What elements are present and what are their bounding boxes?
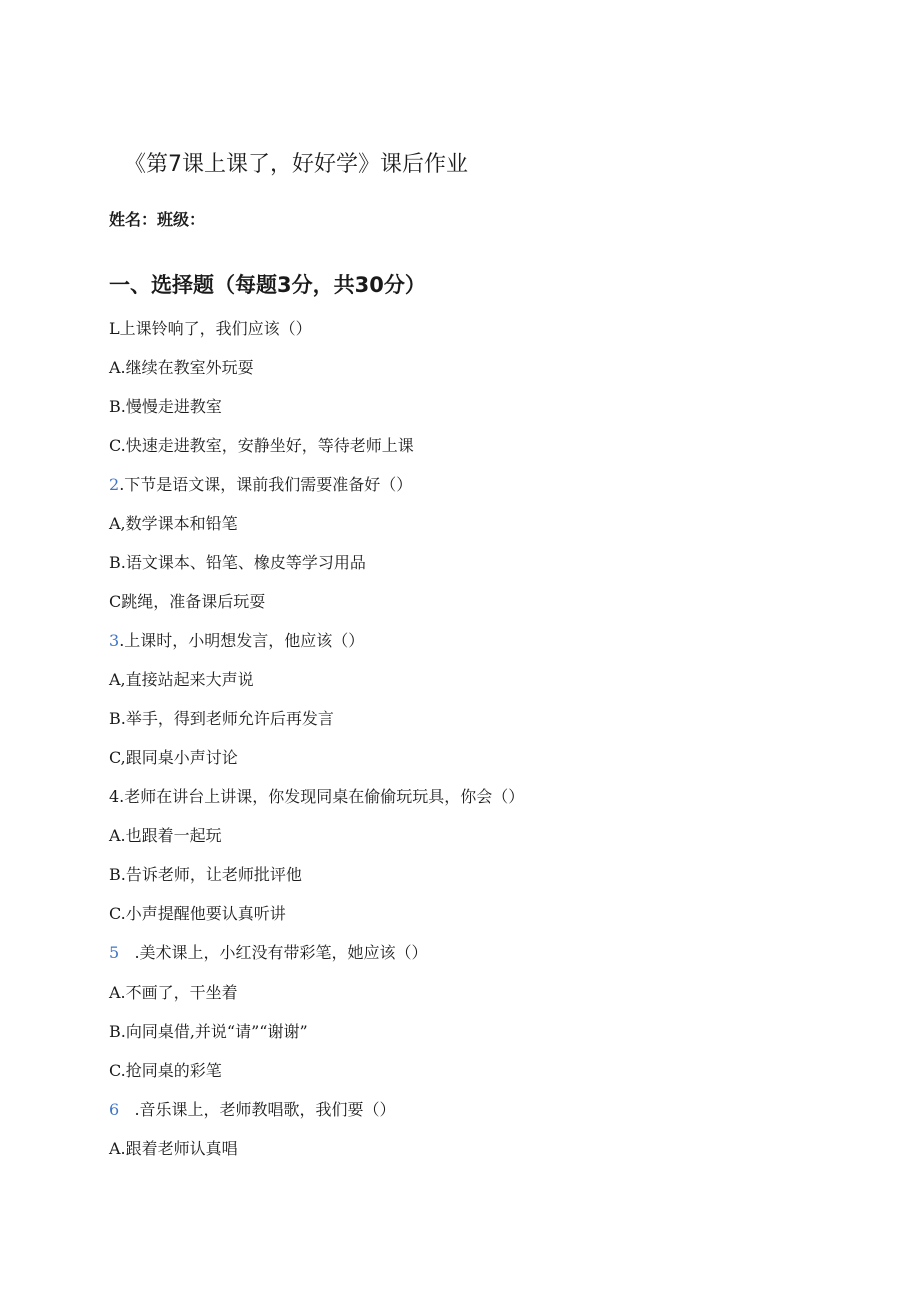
option-text: C.抢同桌的彩笔 (109, 1061, 222, 1080)
option-text: B.慢慢走进教室 (109, 397, 222, 416)
question-number: 2 (109, 475, 120, 494)
question-line (109, 1100, 396, 1120)
question-text: 4.老师在讲台上讲课，你发现同桌在偷偷玩玩具，你会（） (109, 787, 525, 806)
option-text: B.向同桌借,并说“请”“谢谢” (109, 1022, 308, 1041)
option-line (109, 358, 254, 378)
option-text: A.也跟着一起玩 (109, 826, 222, 845)
option-line (109, 670, 254, 690)
option-text: A,直接站起来大声说 (109, 670, 254, 689)
question-line (109, 631, 364, 651)
option-text: A.继续在教室外玩耍 (109, 358, 254, 377)
option-line (109, 709, 334, 729)
option-line (109, 748, 238, 768)
option-line (109, 514, 238, 534)
option-text: C跳绳，准备课后玩耍 (109, 592, 266, 611)
question-number: 6 (109, 1100, 120, 1119)
option-text: A.不画了，干坐着 (109, 983, 238, 1002)
option-line (109, 1061, 222, 1081)
question-number: 5 (109, 943, 120, 962)
question-text: .下节是语文课，课前我们需要准备好（） (119, 475, 413, 494)
option-text: C,跟同桌小声讨论 (109, 748, 238, 767)
question-text: .上课时，小明想发言，他应该（） (119, 631, 365, 650)
option-text: B.举手，得到老师允许后再发言 (109, 709, 334, 728)
question-line (109, 787, 524, 807)
question-line (109, 319, 312, 339)
option-text: C.快速走进教室，安静坐好，等待老师上课 (109, 436, 414, 455)
option-line (109, 592, 265, 612)
name-class-label: 姓名：班级： (109, 210, 206, 229)
question-number: 3 (109, 631, 120, 650)
worksheet-title: 《第7课上课了，好好学》课后作业 (124, 152, 468, 177)
option-line (109, 826, 222, 846)
option-line (109, 865, 302, 885)
option-text: A,数学课本和铅笔 (109, 514, 238, 533)
option-line (109, 1022, 308, 1042)
question-text: .美术课上，小红没有带彩笔，她应该（） (119, 943, 428, 962)
option-line (109, 1139, 238, 1159)
question-text: .音乐课上，老师教唱歌，我们要（） (119, 1100, 396, 1119)
option-line (109, 397, 222, 417)
option-line (109, 436, 414, 456)
option-text: B.告诉老师，让老师批评他 (109, 865, 302, 884)
question-line (109, 475, 412, 495)
option-text: C.小声提醒他要认真听讲 (109, 904, 286, 923)
question-line (109, 943, 428, 963)
option-text: B.语文课本、铅笔、橡皮等学习用品 (109, 553, 366, 572)
question-text: L上课铃响了，我们应该（） (109, 319, 312, 338)
option-line (109, 553, 366, 573)
option-line (109, 904, 286, 924)
option-line (109, 983, 238, 1003)
section-heading: 一、选择题（每题3分，共30分） (109, 273, 426, 297)
option-text: A.跟着老师认真唱 (109, 1139, 238, 1158)
